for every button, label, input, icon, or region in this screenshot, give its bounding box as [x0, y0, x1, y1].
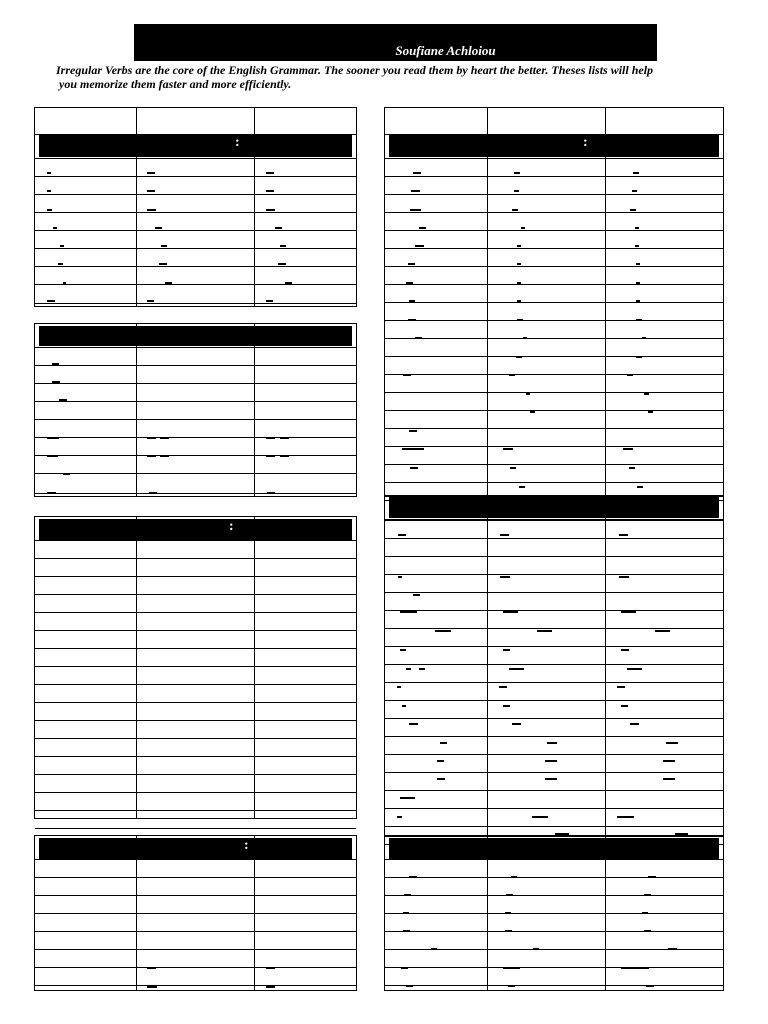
- table-row: [35, 793, 356, 811]
- redacted-text-mark: [512, 723, 521, 725]
- verb-table-4: [34, 835, 357, 991]
- redacted-text-mark: [275, 227, 282, 229]
- table-row: [35, 613, 356, 631]
- table-row: [385, 683, 723, 701]
- redacted-text-mark: [266, 300, 273, 302]
- redacted-text-mark: [398, 576, 402, 578]
- redacted-text-mark: [666, 742, 678, 744]
- redacted-text-mark: [58, 263, 63, 265]
- table-row: [385, 860, 723, 878]
- redacted-text-mark: [519, 486, 525, 488]
- redacted-text-mark: [161, 245, 167, 247]
- table-row: [35, 721, 356, 739]
- redacted-text-mark: [437, 760, 444, 762]
- table-row: [35, 775, 356, 793]
- redacted-text-mark: [668, 948, 677, 950]
- redacted-text-mark: [517, 245, 521, 247]
- table-row: [385, 701, 723, 719]
- redacted-text-mark: [47, 455, 58, 457]
- redacted-text-mark: [508, 985, 515, 987]
- table-row: [385, 249, 723, 267]
- redacted-text-mark: [663, 760, 675, 762]
- redacted-text-mark: [147, 172, 155, 174]
- redacted-text-mark: [642, 337, 646, 339]
- table-row: [35, 285, 356, 304]
- redacted-text-mark: [402, 705, 406, 707]
- table-row: [385, 213, 723, 231]
- redacted-text-mark: [503, 448, 513, 450]
- redacted-text-mark: [409, 300, 415, 302]
- redacted-text-mark: [503, 705, 510, 707]
- redacted-text-mark: [440, 742, 447, 744]
- redacted-text-mark: [636, 319, 642, 321]
- table-row: [35, 213, 356, 231]
- table-row: [385, 429, 723, 447]
- redacted-text-mark: [437, 778, 445, 780]
- redacted-text-mark: [413, 594, 420, 596]
- table-row: [35, 631, 356, 649]
- intro-line-2: you memorize them faster and more efficiently.: [59, 77, 292, 91]
- redacted-text-mark: [47, 492, 56, 494]
- redacted-text-mark: [509, 374, 515, 376]
- table-row: [385, 665, 723, 683]
- redacted-text-mark: [403, 912, 409, 914]
- redacted-text-mark: [403, 930, 410, 932]
- redacted-text-mark: [147, 190, 155, 192]
- table-row: [35, 402, 356, 420]
- table-row: [35, 667, 356, 685]
- redacted-text-mark: [621, 967, 649, 969]
- redacted-text-mark: [398, 534, 406, 536]
- redacted-text-mark: [409, 876, 417, 878]
- redacted-text-mark: [635, 227, 639, 229]
- table-row: [35, 541, 356, 559]
- redacted-text-mark: [401, 967, 408, 969]
- redacted-text-mark: [266, 190, 274, 192]
- redacted-text-mark: [503, 967, 520, 969]
- redacted-text-mark: [636, 282, 640, 284]
- redacted-text-mark: [516, 356, 522, 358]
- table-row: [385, 357, 723, 375]
- table-row: [385, 159, 723, 177]
- redacted-text-mark: [266, 209, 275, 211]
- redacted-text-mark: [419, 227, 426, 229]
- redacted-text-mark: [400, 611, 417, 613]
- table-row: [35, 878, 356, 896]
- redacted-text-mark: [402, 448, 424, 450]
- redacted-text-mark: [646, 985, 654, 987]
- redacted-text-mark: [280, 245, 286, 247]
- table-row: [385, 447, 723, 465]
- table-row: [35, 249, 356, 267]
- redacted-text-mark: [280, 437, 289, 439]
- table-row: [385, 791, 723, 809]
- redacted-text-mark: [621, 705, 628, 707]
- redacted-text-mark: [547, 742, 557, 744]
- table-row: [35, 950, 356, 968]
- redacted-text-mark: [623, 448, 633, 450]
- table-row: [35, 896, 356, 914]
- redacted-text-mark: [517, 282, 521, 284]
- redacted-text-mark: [63, 282, 66, 284]
- redacted-text-mark: [627, 374, 633, 376]
- redacted-text-mark: [514, 172, 520, 174]
- redacted-text-mark: [663, 778, 675, 780]
- redacted-text-mark: [636, 300, 640, 302]
- table-row: [35, 685, 356, 703]
- intro-line-1: Irregular Verbs are the core of the English Grammar. The sooner you read them by heart the better. Theses lists will help: [56, 63, 654, 77]
- table-row: [385, 737, 723, 755]
- table-row: [35, 811, 356, 829]
- title-bar: [134, 24, 657, 61]
- redacted-text-mark: [526, 393, 530, 395]
- table-row: [35, 649, 356, 667]
- table-row: [35, 456, 356, 474]
- redacted-text-mark: [409, 430, 417, 432]
- redacted-text-mark: [147, 437, 156, 439]
- redacted-text-mark: [266, 455, 275, 457]
- redacted-text-mark: [266, 172, 274, 174]
- table-row: [35, 159, 356, 177]
- table-row: [385, 321, 723, 339]
- section-header-band: [389, 496, 719, 518]
- table-row: [35, 703, 356, 721]
- redacted-text-mark: [60, 245, 64, 247]
- table-row: [35, 231, 356, 249]
- table-row: [35, 757, 356, 775]
- redacted-text-mark: [505, 930, 512, 932]
- section-header-band: [389, 135, 719, 157]
- redacted-text-mark: [630, 723, 639, 725]
- redacted-text-mark: [635, 245, 639, 247]
- redacted-text-mark: [636, 263, 640, 265]
- redacted-text-mark: [621, 611, 636, 613]
- redacted-text-mark: [408, 263, 415, 265]
- table-row: [385, 393, 723, 411]
- redacted-text-mark: [537, 630, 552, 632]
- table-row: [385, 755, 723, 773]
- table-row: [35, 177, 356, 195]
- redacted-text-mark: [644, 894, 651, 896]
- table-row: [385, 411, 723, 429]
- table-row: [385, 539, 723, 557]
- table-row: [35, 860, 356, 878]
- section-header-band: [39, 135, 352, 157]
- redacted-text-mark: [655, 630, 670, 632]
- author-name: Soufiane Achloiou: [395, 43, 496, 58]
- section-header-band: [39, 326, 352, 346]
- redacted-text-mark: [419, 668, 425, 670]
- table-row: [35, 267, 356, 285]
- redacted-text-mark: [59, 399, 67, 401]
- redacted-text-mark: [278, 263, 286, 265]
- redacted-text-mark: [533, 948, 539, 950]
- redacted-text-mark: [503, 611, 518, 613]
- redacted-text-mark: [514, 190, 519, 192]
- table-row: [385, 520, 723, 539]
- table-row: [35, 559, 356, 577]
- table-row: [385, 195, 723, 213]
- redacted-text-mark: [413, 172, 421, 174]
- redacted-text-mark: [431, 948, 437, 950]
- table-row: [385, 285, 723, 303]
- verb-table-5: [384, 107, 724, 497]
- redacted-text-mark: [408, 319, 416, 321]
- redacted-text-mark: [266, 986, 275, 988]
- redacted-text-mark: [629, 467, 635, 469]
- table-row: [385, 809, 723, 827]
- table-row: [35, 384, 356, 402]
- redacted-text-mark: [266, 967, 275, 969]
- redacted-text-mark: [512, 209, 518, 211]
- table-row: [385, 465, 723, 483]
- verb-table-2: [34, 323, 357, 497]
- redacted-text-mark: [410, 209, 421, 211]
- redacted-text-mark: [521, 227, 525, 229]
- table-row: [385, 303, 723, 321]
- table-row: [385, 719, 723, 737]
- table-row: [35, 739, 356, 757]
- redacted-text-mark: [506, 894, 513, 896]
- redacted-text-mark: [285, 282, 292, 284]
- table-row: [35, 438, 356, 456]
- table-row: [385, 177, 723, 195]
- table-row: [35, 577, 356, 595]
- redacted-text-mark: [400, 797, 415, 799]
- table-row: [35, 366, 356, 384]
- redacted-text-mark: [47, 300, 55, 302]
- table-row: [385, 896, 723, 914]
- redacted-text-mark: [415, 245, 424, 247]
- redacted-text-mark: [47, 209, 52, 211]
- redacted-text-mark: [505, 912, 511, 914]
- section-separator: :: [244, 838, 249, 853]
- table-row: [35, 595, 356, 613]
- section-header-band: [39, 519, 352, 541]
- redacted-text-mark: [435, 630, 451, 632]
- redacted-text-mark: [52, 363, 59, 365]
- redacted-text-mark: [397, 686, 401, 688]
- redacted-text-mark: [147, 986, 157, 988]
- redacted-text-mark: [47, 437, 59, 439]
- redacted-text-mark: [509, 668, 524, 670]
- redacted-text-mark: [47, 172, 51, 174]
- redacted-text-mark: [500, 534, 509, 536]
- redacted-text-mark: [266, 437, 275, 439]
- verb-table-3: [34, 516, 357, 819]
- table-row: [385, 593, 723, 611]
- redacted-text-mark: [63, 473, 70, 475]
- redacted-text-mark: [619, 576, 629, 578]
- redacted-text-mark: [648, 411, 653, 413]
- redacted-text-mark: [517, 300, 521, 302]
- table-row: [35, 474, 356, 494]
- table-row: [385, 339, 723, 357]
- redacted-text-mark: [644, 393, 649, 395]
- table-row: [385, 575, 723, 593]
- redacted-text-mark: [400, 649, 406, 651]
- table-row: [385, 950, 723, 968]
- table-row: [385, 375, 723, 393]
- table-row: [385, 773, 723, 791]
- redacted-text-mark: [621, 649, 629, 651]
- redacted-text-mark: [410, 467, 418, 469]
- table-row: [35, 914, 356, 932]
- redacted-text-mark: [53, 227, 57, 229]
- redacted-text-mark: [617, 686, 625, 688]
- redacted-text-mark: [406, 282, 413, 284]
- redacted-text-mark: [510, 467, 516, 469]
- redacted-text-mark: [517, 263, 521, 265]
- redacted-text-mark: [409, 723, 418, 725]
- redacted-text-mark: [637, 486, 643, 488]
- redacted-text-mark: [406, 668, 411, 670]
- verb-table-7: [384, 835, 724, 991]
- redacted-text-mark: [155, 227, 162, 229]
- redacted-text-mark: [147, 300, 154, 302]
- redacted-text-mark: [147, 455, 156, 457]
- redacted-text-mark: [633, 172, 639, 174]
- redacted-text-mark: [530, 411, 535, 413]
- section-header-band: [39, 838, 352, 860]
- table-row: [35, 968, 356, 986]
- table-row: [385, 878, 723, 896]
- redacted-text-mark: [267, 492, 275, 494]
- redacted-text-mark: [619, 534, 628, 536]
- redacted-text-mark: [411, 190, 420, 192]
- redacted-text-mark: [403, 374, 411, 376]
- redacted-text-mark: [511, 876, 517, 878]
- redacted-text-mark: [627, 668, 642, 670]
- table-row: [35, 420, 356, 438]
- table-row: [385, 267, 723, 285]
- table-row: [385, 611, 723, 629]
- table-row: [385, 108, 723, 135]
- redacted-text-mark: [642, 912, 648, 914]
- redacted-text-mark: [630, 209, 636, 211]
- redacted-text-mark: [406, 985, 413, 987]
- section-header-band: [389, 838, 719, 860]
- redacted-text-mark: [532, 816, 548, 818]
- redacted-text-mark: [147, 209, 156, 211]
- table-row: [35, 348, 356, 366]
- redacted-text-mark: [52, 381, 60, 383]
- redacted-text-mark: [523, 337, 527, 339]
- redacted-text-mark: [160, 455, 169, 457]
- redacted-text-mark: [165, 282, 172, 284]
- section-separator: :: [229, 519, 234, 534]
- section-separator: :: [583, 135, 588, 150]
- redacted-text-mark: [636, 356, 642, 358]
- redacted-text-mark: [503, 649, 510, 651]
- redacted-text-mark: [617, 816, 634, 818]
- verb-table-1: [34, 107, 357, 307]
- redacted-text-mark: [404, 894, 411, 896]
- redacted-text-mark: [632, 190, 637, 192]
- redacted-text-mark: [147, 967, 156, 969]
- redacted-text-mark: [545, 760, 557, 762]
- redacted-text-mark: [648, 876, 656, 878]
- redacted-text-mark: [160, 437, 169, 439]
- redacted-text-mark: [280, 455, 289, 457]
- redacted-text-mark: [159, 263, 167, 265]
- table-row: [35, 108, 356, 135]
- redacted-text-mark: [149, 492, 157, 494]
- redacted-text-mark: [644, 930, 651, 932]
- intro-text: [56, 63, 736, 91]
- table-row: [35, 195, 356, 213]
- table-row: [385, 647, 723, 665]
- redacted-text-mark: [415, 337, 422, 339]
- redacted-text-mark: [500, 576, 510, 578]
- verb-table-6: [384, 495, 724, 837]
- redacted-text-mark: [545, 778, 557, 780]
- redacted-text-mark: [397, 816, 402, 818]
- redacted-text-mark: [47, 190, 51, 192]
- table-row: [385, 914, 723, 932]
- table-row: [385, 968, 723, 986]
- table-row: [385, 231, 723, 249]
- section-separator: :: [235, 135, 240, 150]
- redacted-text-mark: [499, 686, 507, 688]
- table-row: [385, 557, 723, 575]
- table-row: [35, 932, 356, 950]
- redacted-text-mark: [517, 319, 523, 321]
